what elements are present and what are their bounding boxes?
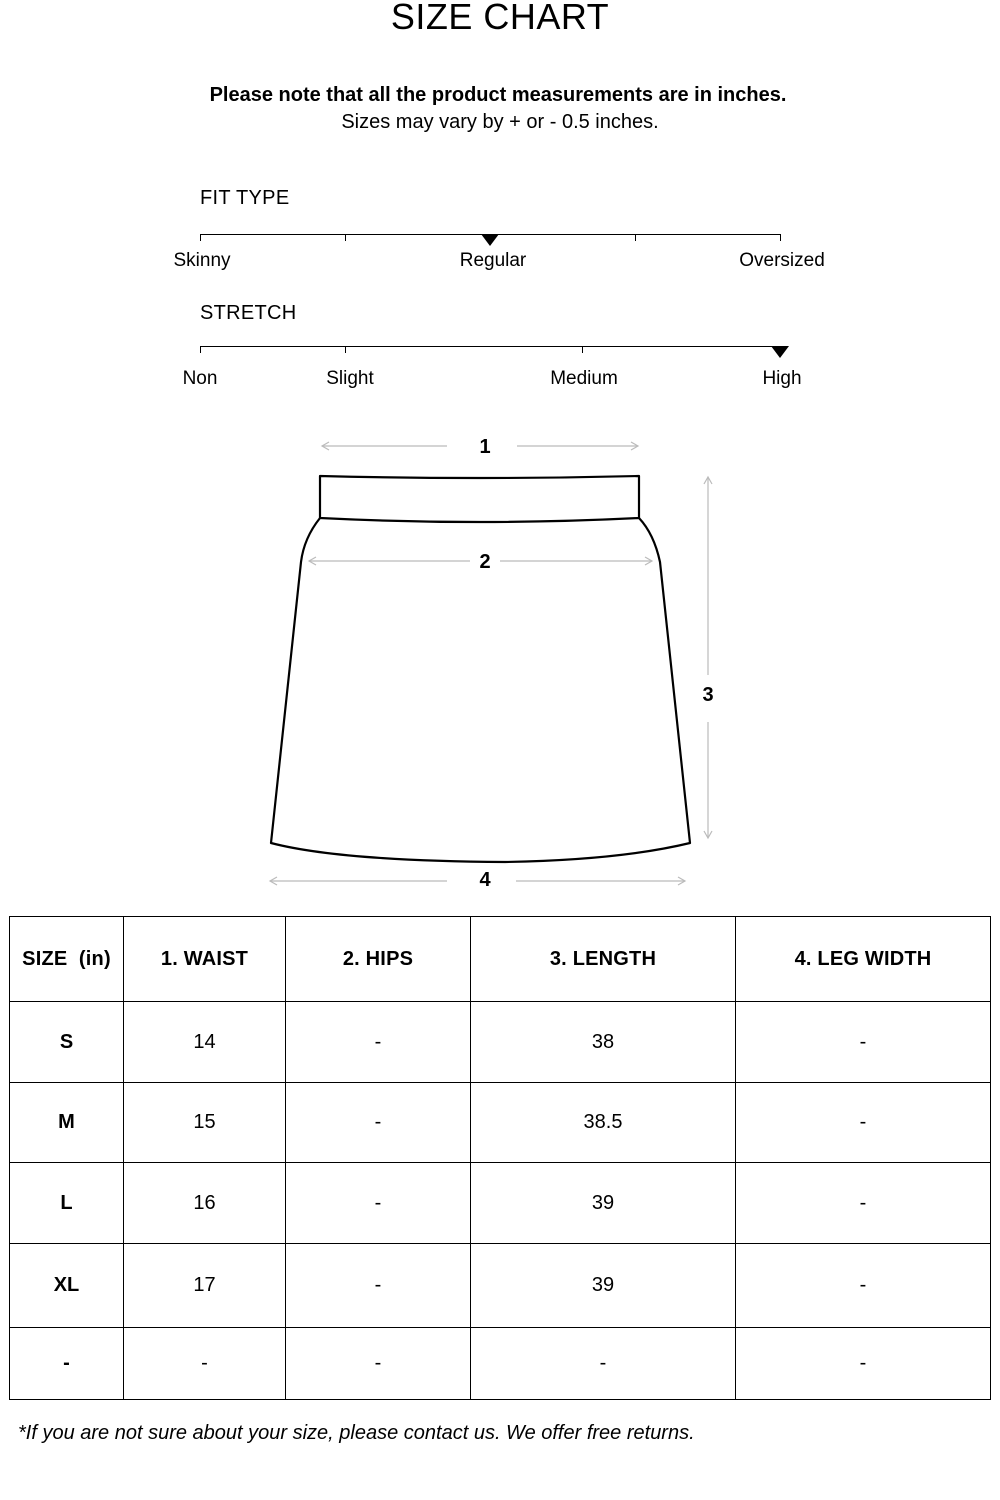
header-length: 3. LENGTH	[471, 917, 736, 1002]
length-cell: 38	[471, 1002, 736, 1083]
waist-cell: 17	[124, 1244, 286, 1328]
length-cell: 38.5	[471, 1083, 736, 1163]
stretch-tick	[200, 346, 201, 353]
header-leg-width: 4. LEG WIDTH	[736, 917, 991, 1002]
fit-type-stop-oversized: Oversized	[739, 250, 825, 271]
dimension-label-4: 4	[479, 869, 491, 891]
stretch-stop-non: Non	[182, 368, 218, 389]
stretch-stop-medium: Medium	[550, 368, 618, 389]
leg-width-cell: -	[736, 1002, 991, 1083]
footnote: *If you are not sure about your size, please contact us. We offer free returns.	[18, 1422, 695, 1444]
leg-width-cell: -	[736, 1328, 991, 1400]
stretch-tick	[345, 346, 346, 353]
stretch-stop-slight: Slight	[326, 368, 374, 389]
size-cell: -	[10, 1328, 124, 1400]
hips-cell: -	[286, 1083, 471, 1163]
stretch-selected-marker-icon	[771, 346, 789, 358]
waist-cell: 16	[124, 1163, 286, 1244]
waist-cell: -	[124, 1328, 286, 1400]
table-header-row	[10, 917, 991, 1002]
table-row	[10, 1244, 991, 1328]
size-cell: S	[10, 1002, 124, 1083]
table-row	[10, 1002, 991, 1083]
waist-cell: 14	[124, 1002, 286, 1083]
measurement-note: Please note that all the product measurements are in inches.	[209, 84, 787, 106]
header-size: SIZE (in)	[10, 917, 124, 1002]
table-row	[10, 1163, 991, 1244]
table-row	[10, 1083, 991, 1163]
fit-type-stop-skinny: Skinny	[173, 250, 231, 271]
size-cell: M	[10, 1083, 124, 1163]
stretch-tick	[582, 346, 583, 353]
dimension-label-1: 1	[479, 436, 491, 458]
waist-cell: 15	[124, 1083, 286, 1163]
size-cell: XL	[10, 1244, 124, 1328]
leg-width-cell: -	[736, 1244, 991, 1328]
size-table	[9, 916, 991, 1400]
fit-type-stop-regular: Regular	[459, 250, 527, 271]
fit-type-tick	[780, 234, 781, 241]
dimension-label-2: 2	[479, 551, 491, 573]
page-title: SIZE CHART	[390, 0, 610, 37]
fit-type-selected-marker-icon	[481, 234, 499, 246]
hips-cell: -	[286, 1328, 471, 1400]
dimension-label-3: 3	[702, 684, 714, 706]
header-waist: 1. WAIST	[124, 917, 286, 1002]
length-cell: -	[471, 1328, 736, 1400]
header-hips: 2. HIPS	[286, 917, 471, 1002]
fit-type-label: FIT TYPE	[200, 187, 290, 209]
table-row	[10, 1328, 991, 1400]
variance-note: Sizes may vary by + or - 0.5 inches.	[341, 111, 659, 133]
fit-type-tick	[200, 234, 201, 241]
hips-cell: -	[286, 1002, 471, 1083]
leg-width-cell: -	[736, 1083, 991, 1163]
length-cell: 39	[471, 1163, 736, 1244]
stretch-label: STRETCH	[200, 302, 297, 324]
fit-type-tick	[345, 234, 346, 241]
size-cell: L	[10, 1163, 124, 1244]
fit-type-tick	[635, 234, 636, 241]
leg-width-cell: -	[736, 1163, 991, 1244]
skirt-outline-icon	[0, 420, 1000, 900]
hips-cell: -	[286, 1244, 471, 1328]
skirt-waistband	[320, 476, 639, 522]
length-cell: 39	[471, 1244, 736, 1328]
stretch-stop-high: High	[762, 368, 802, 389]
hips-cell: -	[286, 1163, 471, 1244]
stretch-scale-line	[200, 346, 781, 347]
